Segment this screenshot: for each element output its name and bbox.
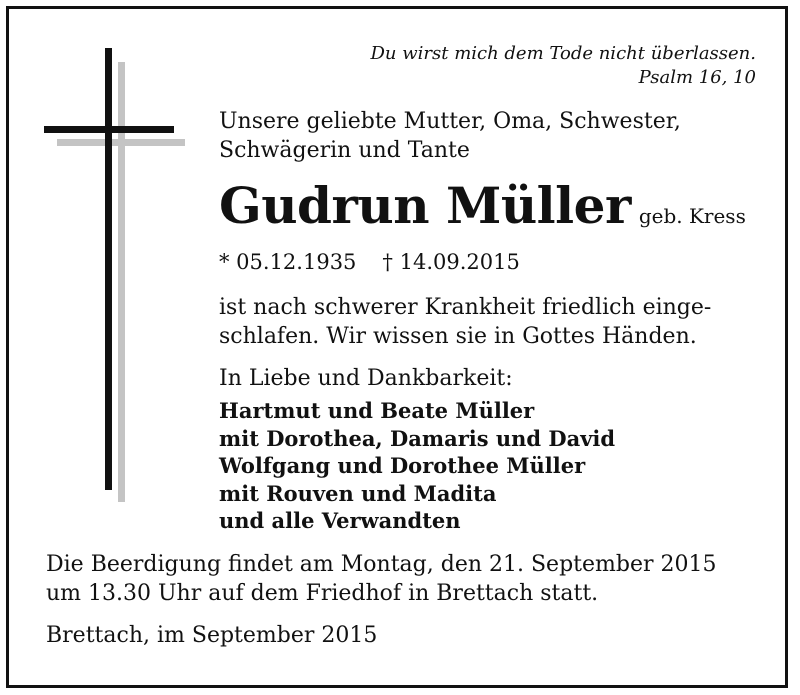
intro-line: Schwägerin und Tante bbox=[219, 138, 470, 163]
maiden-name: geb. Kress bbox=[638, 204, 746, 228]
deceased-name-row bbox=[219, 174, 746, 238]
place-date: Brettach, im September 2015 bbox=[46, 623, 378, 648]
mourner-line: mit Dorothea, Damaris und David bbox=[219, 425, 616, 451]
verse-text: Du wirst mich dem Tode nicht überlassen. bbox=[370, 43, 756, 64]
funeral-line: Die Beerdigung findet am Montag, den 21. September 2015 bbox=[46, 552, 717, 577]
deceased-name: Gudrun Müller bbox=[219, 176, 631, 235]
thanks-line: In Liebe und Dankbarkeit: bbox=[219, 366, 513, 391]
mourner-line: Wolfgang und Dorothee Müller bbox=[219, 453, 586, 478]
intro-text bbox=[219, 107, 681, 165]
mourners-list bbox=[219, 397, 615, 535]
message-line: ist nach schwerer Krankheit friedlich einge- bbox=[219, 295, 712, 320]
mourner-line: Hartmut und Beate Müller bbox=[219, 398, 535, 423]
mourner-line: mit Rouven und Madita bbox=[219, 480, 497, 506]
intro-line: Unsere geliebte Mutter, Oma, Schwester, bbox=[219, 109, 681, 134]
funeral-line: um 13.30 Uhr auf dem Friedhof in Brettach statt. bbox=[46, 581, 599, 606]
birth-date: * 05.12.1935 bbox=[219, 250, 357, 274]
funeral-info bbox=[46, 550, 716, 608]
death-message bbox=[219, 293, 711, 351]
message-line: schlafen. Wir wissen sie in Gottes Händen. bbox=[219, 324, 697, 349]
bible-verse bbox=[370, 42, 756, 90]
death-date: † 14.09.2015 bbox=[382, 250, 520, 274]
mourner-line: und alle Verwandten bbox=[219, 508, 461, 533]
verse-reference: Psalm 16, 10 bbox=[638, 67, 756, 88]
life-dates bbox=[219, 248, 520, 276]
